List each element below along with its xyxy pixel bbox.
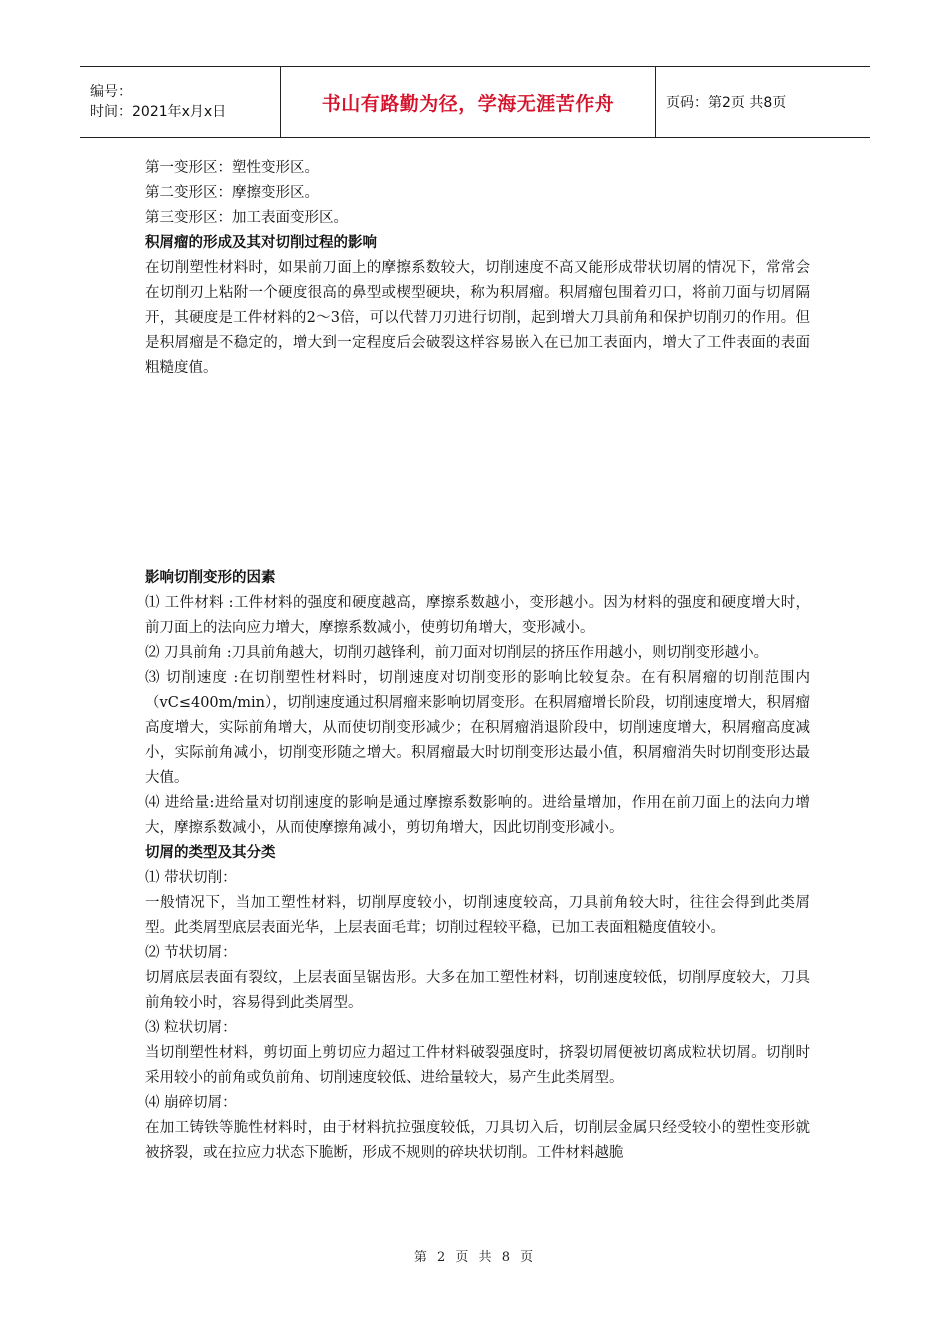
document-body: [145, 156, 810, 1166]
document-date: 时间：2021年x月x日: [90, 104, 227, 120]
list-item: ⑶ 切削速度 :在切削塑性材料时，切削速度对切削变形的影响比较复杂。在有积屑瘤的切削范围内（vC≤400m/min），切削速度通过积屑瘤来影响切屑变形。在积屑瘤增长阶段，切削速度增大，积屑瘤高度增大，实际前角增大，从而使切削变形减少；在积屑瘤消退阶段中，切削速度增大，积屑瘤高度减小，实际前角减小，切削变形随之增大。积屑瘤最大时切削变形达最小值，积屑瘤消失时切削变形达最大值。: [145, 670, 810, 786]
header-page-number: 页码：第2页 共8页: [666, 95, 787, 111]
header-motto: 书山有路勤为径，学海无涯苦作舟: [281, 67, 656, 137]
section-heading: 积屑瘤的形成及其对切削过程的影响: [145, 235, 377, 251]
paragraph: 第一变形区：塑性变形区。: [145, 160, 319, 176]
header-meta: [80, 67, 281, 137]
list-item-title: ⑷ 崩碎切屑：: [145, 1095, 237, 1111]
list-item: ⑷ 进给量:进给量对切削速度的影响是通过摩擦系数影响的。进给量增加，作用在前刀面上的法向力增大，摩擦系数减小，从而使摩擦角减小，剪切角增大，因此切削变形减小。: [145, 795, 810, 836]
paragraph: 一般情况下，当加工塑性材料，切削厚度较小，切削速度较高，刀具前角较大时，往往会得到此类屑型。此类屑型底层表面光华，上层表面毛茸；切削过程较平稳，已加工表面粗糙度值较小。: [145, 895, 810, 936]
blank-space: [145, 381, 810, 566]
paragraph: 第三变形区：加工表面变形区。: [145, 210, 348, 226]
list-item-title: ⑵ 节状切屑：: [145, 945, 237, 961]
paragraph: 第二变形区：摩擦变形区。: [145, 185, 319, 201]
list-item-title: ⑶ 粒状切屑：: [145, 1020, 237, 1036]
paragraph: 当切削塑性材料，剪切面上剪切应力超过工件材料破裂强度时，挤裂切屑便被切离成粒状切屑。切削时采用较小的前角或负前角、切削速度较低、进给量较大，易产生此类屑型。: [145, 1045, 810, 1086]
paragraph: 在切削塑性材料时，如果前刀面上的摩擦系数较大，切削速度不高又能形成带状切屑的情况下，常常会在切削刃上粘附一个硬度很高的鼻型或楔型硬块，称为积屑瘤。积屑瘤包围着刃口，将前刀面与切屑隔开，其硬度是工件材料的2～3倍，可以代替刀刃进行切削，起到增大刀具前角和保护切削刃的作用。但是积屑瘤是不稳定的，增大到一定程度后会破裂这样容易嵌入在已加工表面内，增大了工件表面的表面粗糙度值。: [145, 260, 810, 376]
page-footer: 第 2 页 共 8 页: [413, 1250, 537, 1265]
section-heading: 切屑的类型及其分类: [145, 845, 276, 861]
list-item: ⑴ 工件材料 :工件材料的强度和硬度越高，摩擦系数越小，变形越小。因为材料的强度和硬度增大时，前刀面上的法向应力增大，摩擦系数减小，使剪切角增大，变形减小。: [145, 595, 810, 636]
paragraph: 在加工铸铁等脆性材料时，由于材料抗拉强度较低，刀具切入后，切削层金属只经受较小的塑性变形就被挤裂，或在拉应力状态下脆断，形成不规则的碎块状切削。工件材料越脆: [145, 1120, 810, 1161]
document-number: 编号：: [90, 84, 132, 100]
section-heading: 影响切削变形的因素: [145, 570, 276, 586]
list-item-title: ⑴ 带状切削：: [145, 870, 237, 886]
page-header: [80, 66, 870, 138]
list-item: ⑵ 刀具前角 :刀具前角越大，切削刃越锋利，前刀面对切削层的挤压作用越小，则切削变形越小。: [145, 645, 769, 661]
paragraph: 切屑底层表面有裂纹，上层表面呈锯齿形。大多在加工塑性材料，切削速度较低，切削厚度较大，刀具前角较小时，容易得到此类屑型。: [145, 970, 810, 1011]
